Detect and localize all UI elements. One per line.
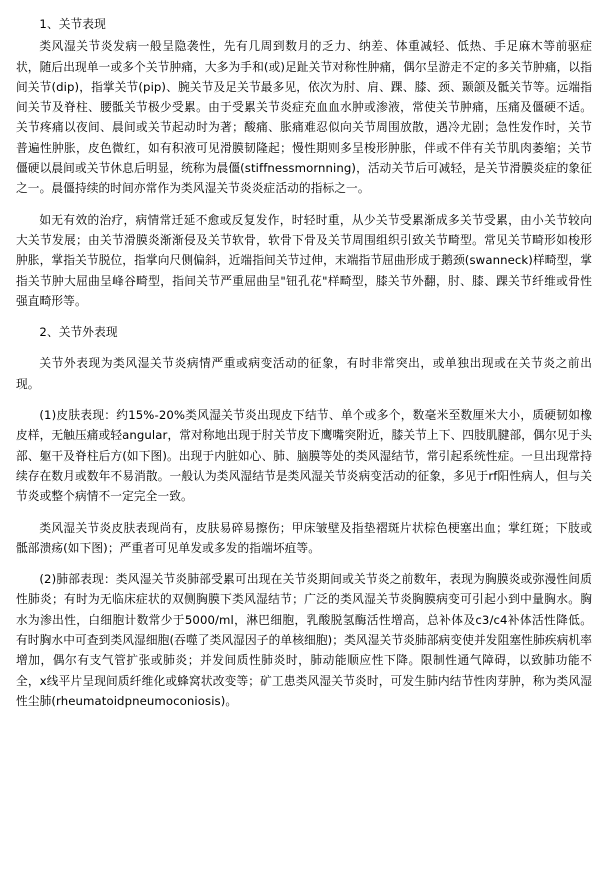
paragraph-spacer [16,509,592,518]
paragraph-extraarticular-intro: 关节外表现为类风湿关节炎病情严重或病变活动的征象，有时非常突出，或单独出现或在关节炎之前出现。 [16,356,592,391]
paragraph-spacer [16,344,592,353]
paragraph-spacer [16,560,592,569]
paragraph-spacer [16,396,592,405]
paragraph-skin-manifestation-2: 类风湿关节炎皮肤表现尚有，皮肤易碎易擦伤；甲床皱壁及指垫褶斑片状棕色梗塞出血；掌红斑；下肢或骶部溃疡(如下图)；严重者可见单发或多发的指端坏疽等。 [16,520,592,555]
paragraph-joint-manifestation-2: 如无有效的治疗，病情常迁延不愈或反复发作，时轻时重，从少关节受累渐成多关节受累，由小关节较向大关节发展；由关节滑膜炎渐渐侵及关节软骨，软骨下骨及关节周围组织引致关节畸型。常见关节畸形如梭形肿胀，掌指关节脱位，指掌向尺侧偏斜，近端指间关节过伸，末端指节屈曲形成于鹅颈(swanneck)样畸型，掌指关节肿大屈曲呈峰谷畸型，指间关节严重屈曲呈"钮孔花"样畸型，膝关节外翻，肘、膝、踝关节纤维或骨性强直畸形等。 [16,212,592,308]
paragraph-joint-manifestation-1: 类风湿关节炎发病一般呈隐袭性，先有几周到数月的乏力、纳差、体重减轻、低热、手足麻木等前驱症状，随后出现单一或多个关节肿痛，大多为手和(或)足趾关节对称性肿痛，偶尔呈游走不定的多关节肿痛，以指间关节(dip)，指掌关节(pip)、腕关节及足关节最多见，依次为肘、肩、踝、膝、颈、颞颌及骶关节等。远端指间关节及脊柱、腰骶关节极少受累。由于受累关节炎症充血血水肿或渗液，常使关节肿痛，压痛及僵硬不适。关节疼痛以夜间、晨间或关节起动时为著；酸痛、胀痛难忍似向关节周围放散，遇冷尤剧；急性发作时，关节普遍性肿胀，皮色微红，如有积液可见滑膜韧隆起；慢性期则多呈梭形肿胀，伴或不伴有关节肌肉萎缩；关节僵硬以晨间或关节休息后明显，统称为晨僵(stiffnessmornning)，活动关节后可减轻，是关节滑膜炎症的象征之一。晨僵持续的时间亦常作为类风湿关节炎炎症活动的指标之一。 [16,39,592,196]
section-heading-1: 1、关节表现 [39,17,106,31]
paragraph-spacer [16,201,592,210]
paragraph-lung-manifestation: (2)肺部表现：类风湿关节炎肺部受累可出现在关节炎期间或关节炎之前数年，表现为胸膜炎或弥漫性间质性肺炎；有时为无临床症状的双侧胸膜下类风湿结节；广泛的类风湿关节炎胸膜病变可引起小到中量胸水。胸水为渗出性，白细胞计数常少于5000/ml，淋巴细胞，乳酸脱氢酶活性增高，总补体及c3/c4补体活性降低。有时胸水中可查到类风湿细胞(吞噬了类风湿因子的单核细胞)；类风湿关节炎肺部病变使并发阻塞性肺疾病机率增加，偶尔有支气管扩张或肺炎；并发间质性肺炎时，肺动能顺应性下降。限制性通气障碍，以致肺功能不全，x线平片呈现间质纤维化或蜂窝状改变等；矿工患类风湿关节炎时，可发生肺内结节性肉芽肿，称为类风湿性尘肺(rheumatoidpneumoconiosis)。 [16,572,592,708]
section-heading-2: 2、关节外表现 [39,325,118,340]
paragraph-spacer [16,313,592,322]
paragraph-skin-manifestation: (1)皮肤表现：约15%-20%类风湿关节炎出现皮下结节、单个或多个，数毫米至数厘米大小，质硬韧如橡皮样，无触压痛或轻angular，常对称地出现于肘关节皮下鹰嘴突附近，膝关节上下、四肢肌腱部，偶尔见于头部、躯干及脊柱后方(如下图)。出现于内脏如心、肺、脑膜等处的类风湿结节，常引起系统性症。一旦出现常持续存在数月或数年不易消散。一般认为类风湿结节是类风湿关节炎病变活动的征象，多见于rf阳性病人，但与关节炎或整个病情不一定完全一致。 [16,408,592,504]
